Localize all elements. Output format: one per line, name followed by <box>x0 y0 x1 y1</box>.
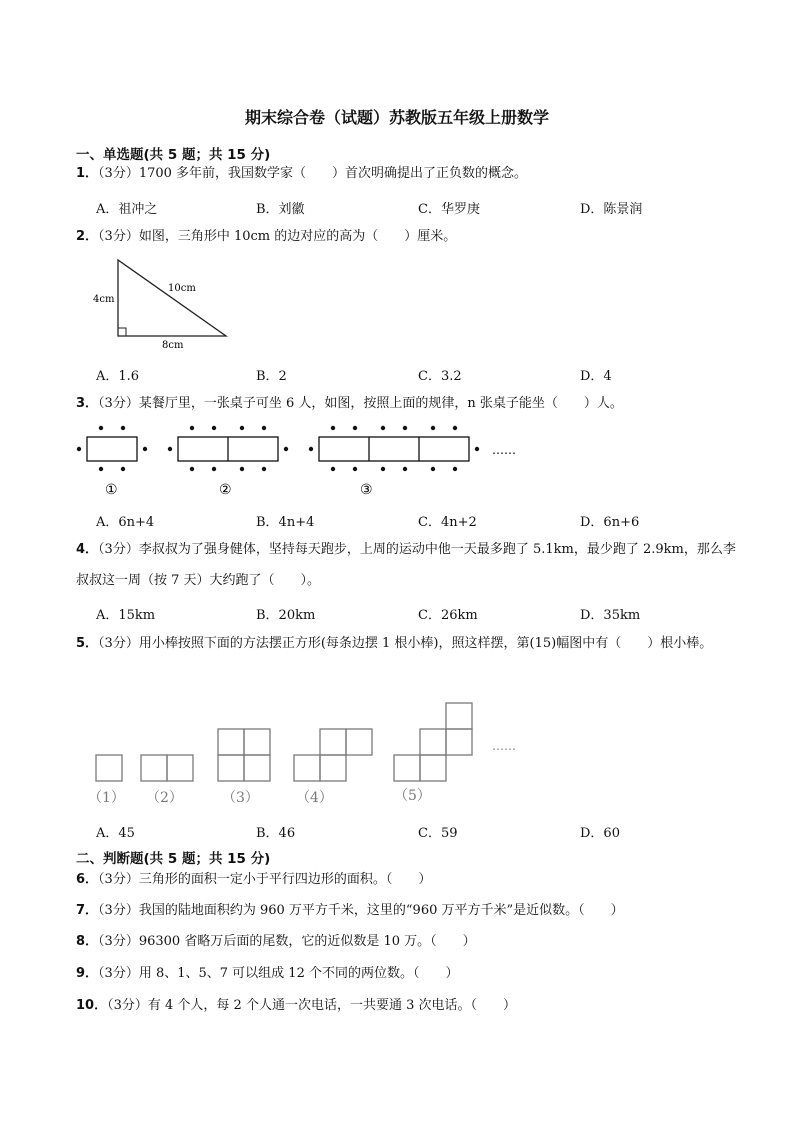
square-figure-3 <box>218 729 270 781</box>
question-score: （3分） <box>98 966 139 981</box>
options-1 <box>96 198 736 218</box>
option-c: C．3.2 <box>418 369 462 384</box>
right-angle-mark <box>118 328 126 336</box>
triangle-hyp-label: 10cm <box>168 283 196 294</box>
squares-label-1: （1） <box>88 790 125 806</box>
question-number: 5． <box>76 636 99 651</box>
question-score: （3分） <box>98 934 139 949</box>
question-text: 如图，三角形中 10cm 的边对应的高为（ ）厘米。 <box>138 229 457 244</box>
options-5 <box>96 822 736 842</box>
right-triangle <box>118 260 226 336</box>
exam-title: 期末综合卷（试题）苏教版五年级上册数学 <box>244 108 549 127</box>
squares-label-2: （2） <box>146 790 183 806</box>
question-score: （3分） <box>98 166 139 181</box>
options-4 <box>96 604 736 624</box>
option-b: B．刘徽 <box>256 202 305 217</box>
question-number: 8． <box>76 934 99 949</box>
tables-label-2: ② <box>219 482 232 498</box>
question-score: （3分） <box>98 229 139 244</box>
question-score: （3分） <box>98 903 139 918</box>
option-b: B．4n+4 <box>256 515 315 530</box>
squares-figure <box>88 692 548 810</box>
question-score: （3分） <box>98 542 139 557</box>
table-group-2 <box>168 426 288 471</box>
option-a: A．45 <box>96 826 135 841</box>
question-1 <box>76 160 527 188</box>
question-text: 用小棒按照下面的方法摆正方形(每条边摆 1 根小棒)，照这样摆，第(15)幅图中有（ ）根小棒。 <box>138 636 713 651</box>
question-number: 3． <box>76 396 99 411</box>
question-number: 6． <box>76 872 99 887</box>
triangle-bottom-label: 8cm <box>162 340 184 351</box>
squares-label-4: （4） <box>296 790 333 806</box>
triangle-figure <box>88 254 238 352</box>
square-figure-5 <box>394 703 472 781</box>
option-b: B．46 <box>256 826 296 841</box>
question-number: 2． <box>76 229 99 244</box>
question-score: （3分） <box>107 998 148 1013</box>
option-c: C．26km <box>418 608 478 623</box>
question-7 <box>76 897 624 925</box>
question-text: 96300 省略万后面的尾数，它的近似数是 10 万。（ ） <box>138 934 476 949</box>
tables-label-3: ③ <box>360 482 373 498</box>
question-8 <box>76 928 476 956</box>
table-group-3 <box>309 426 479 471</box>
squares-label-5: （5） <box>394 788 431 804</box>
tables-label-1: ① <box>105 482 118 498</box>
option-d: D．60 <box>580 826 620 841</box>
option-a: A．15km <box>96 608 156 623</box>
question-number: 10． <box>76 998 108 1013</box>
square-figure-1 <box>96 755 122 781</box>
question-number: 4． <box>76 542 99 557</box>
option-a: A．祖冲之 <box>96 202 158 217</box>
question-2 <box>76 223 456 251</box>
question-score: （3分） <box>98 396 139 411</box>
question-6 <box>76 866 431 894</box>
question-text: 有 4 个人，每 2 个人通一次电话，一共要通 3 次电话。（ ） <box>147 998 516 1013</box>
option-d: D．陈景润 <box>580 202 643 217</box>
question-text: 用 8、1、5、7 可以组成 12 个不同的两位数。（ ） <box>138 966 459 981</box>
tables-ellipsis: …… <box>492 443 516 457</box>
section-true-false-heading: 二、判断题(共 5 题；共 15 分) <box>76 851 271 867</box>
section-single-choice-heading: 一、单选题(共 5 题；共 15 分) <box>76 147 271 163</box>
square-figure-4 <box>294 729 372 781</box>
option-c: C．59 <box>418 826 458 841</box>
option-d: D．4 <box>580 369 612 384</box>
squares-label-3: （3） <box>222 790 259 806</box>
question-text: 我国的陆地面积约为 960 万平方千米，这里的“960 万平方千米”是近似数。（ ） <box>138 903 624 918</box>
option-d: D．35km <box>580 608 641 623</box>
question-score: （3分） <box>98 872 139 887</box>
question-10 <box>76 992 516 1020</box>
options-2 <box>96 365 736 385</box>
option-b: B．20km <box>256 608 316 623</box>
question-4 <box>76 534 736 596</box>
triangle-left-label: 4cm <box>93 294 115 305</box>
option-c: C．华罗庚 <box>418 202 480 217</box>
squares-ellipsis: …… <box>492 739 516 753</box>
question-number: 1． <box>76 166 99 181</box>
option-c: C．4n+2 <box>418 515 477 530</box>
option-a: A．1.6 <box>96 369 140 384</box>
square-figure-2 <box>141 755 193 781</box>
question-text: 三角形的面积一定小于平行四边形的面积。（ ） <box>138 872 432 887</box>
question-text: 1700 多年前，我国数学家（ ）首次明确提出了正负数的概念。 <box>138 166 528 181</box>
question-number: 7． <box>76 903 99 918</box>
question-text: 李叔叔为了强身健体，坚持每天跑步，上周的运动中他一天最多跑了 5.1km，最少跑了 2.9km，那么李叔叔这一周（按 7 天）大约跑了（ ）。 <box>76 542 736 588</box>
option-b: B．2 <box>256 369 287 384</box>
tables-figure <box>72 422 532 498</box>
table-group-1 <box>77 426 147 471</box>
question-score: （3分） <box>98 636 139 651</box>
question-5 <box>76 628 736 659</box>
option-a: A．6n+4 <box>96 515 155 530</box>
option-d: D．6n+6 <box>580 515 640 530</box>
options-3 <box>96 511 736 531</box>
question-number: 9． <box>76 966 99 981</box>
question-3 <box>76 390 623 418</box>
question-text: 某餐厅里，一张桌子可坐 6 人，如图，按照上面的规律，n 张桌子能坐（ ）人。 <box>138 396 623 411</box>
question-9 <box>76 960 458 988</box>
